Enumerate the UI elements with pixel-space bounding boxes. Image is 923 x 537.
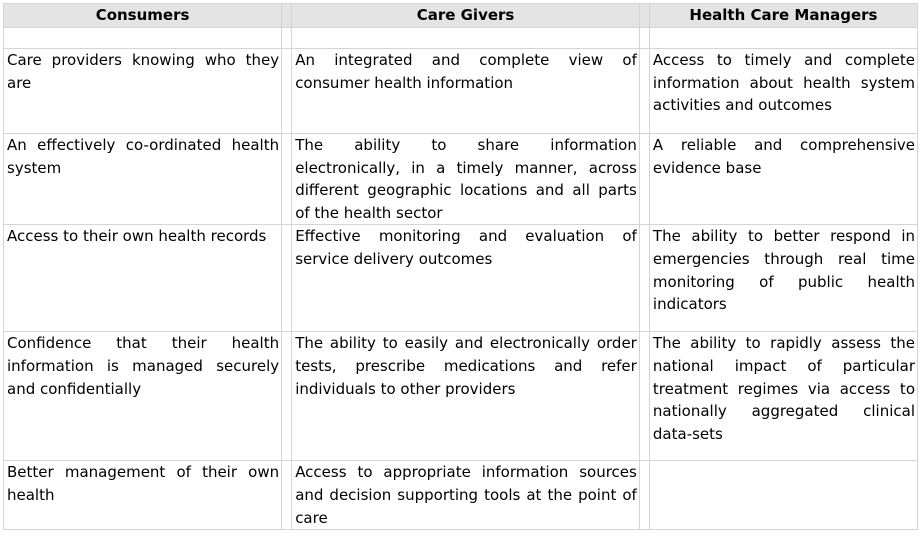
- table-row: [4, 134, 918, 225]
- header-health-care-managers: Health Care Managers: [649, 4, 917, 28]
- care-givers-cell: The ability to share information electronically, in a timely manner, across different geographic locations and all parts of the health sector: [292, 134, 640, 225]
- spacer-cell: [292, 28, 640, 49]
- managers-cell: The ability to better respond in emergencies through real time monitoring of public health indicators: [649, 225, 917, 332]
- gap-cell: [639, 461, 649, 530]
- header-gap: [282, 4, 292, 28]
- gap-cell: [282, 49, 292, 134]
- consumers-cell: Access to their own health records: [4, 225, 282, 332]
- header-consumers: Consumers: [4, 4, 282, 28]
- spacer-cell: [639, 28, 649, 49]
- care-givers-cell: The ability to easily and electronically order tests, prescribe medications and refer individuals to other providers: [292, 332, 640, 461]
- care-givers-cell: Access to appropriate information sources and decision supporting tools at the point of care: [292, 461, 640, 530]
- gap-cell: [282, 134, 292, 225]
- spacer-row: [4, 28, 918, 49]
- spacer-cell: [282, 28, 292, 49]
- managers-cell: [649, 461, 917, 530]
- gap-cell: [282, 332, 292, 461]
- gap-cell: [282, 461, 292, 530]
- spacer-cell: [649, 28, 917, 49]
- managers-cell: The ability to rapidly assess the national impact of particular treatment regimes via access to nationally aggregated clinical data-sets: [649, 332, 917, 461]
- managers-cell: Access to timely and complete information about health system activities and outcomes: [649, 49, 917, 134]
- consumers-cell: Confidence that their health information is managed securely and confidentially: [4, 332, 282, 461]
- consumers-cell: Care providers knowing who they are: [4, 49, 282, 134]
- header-row: [4, 4, 918, 28]
- gap-cell: [639, 225, 649, 332]
- gap-cell: [639, 134, 649, 225]
- table-row: [4, 461, 918, 530]
- header-gap: [639, 4, 649, 28]
- gap-cell: [639, 332, 649, 461]
- table-row: [4, 49, 918, 134]
- managers-cell: A reliable and comprehensive evidence base: [649, 134, 917, 225]
- consumers-cell: An effectively co-ordinated health system: [4, 134, 282, 225]
- care-givers-cell: Effective monitoring and evaluation of service delivery outcomes: [292, 225, 640, 332]
- stakeholder-benefits-table: [3, 3, 918, 530]
- gap-cell: [282, 225, 292, 332]
- care-givers-cell: An integrated and complete view of consumer health information: [292, 49, 640, 134]
- spacer-cell: [4, 28, 282, 49]
- table-row: [4, 225, 918, 332]
- header-care-givers: Care Givers: [292, 4, 640, 28]
- consumers-cell: Better management of their own health: [4, 461, 282, 530]
- gap-cell: [639, 49, 649, 134]
- table-row: [4, 332, 918, 461]
